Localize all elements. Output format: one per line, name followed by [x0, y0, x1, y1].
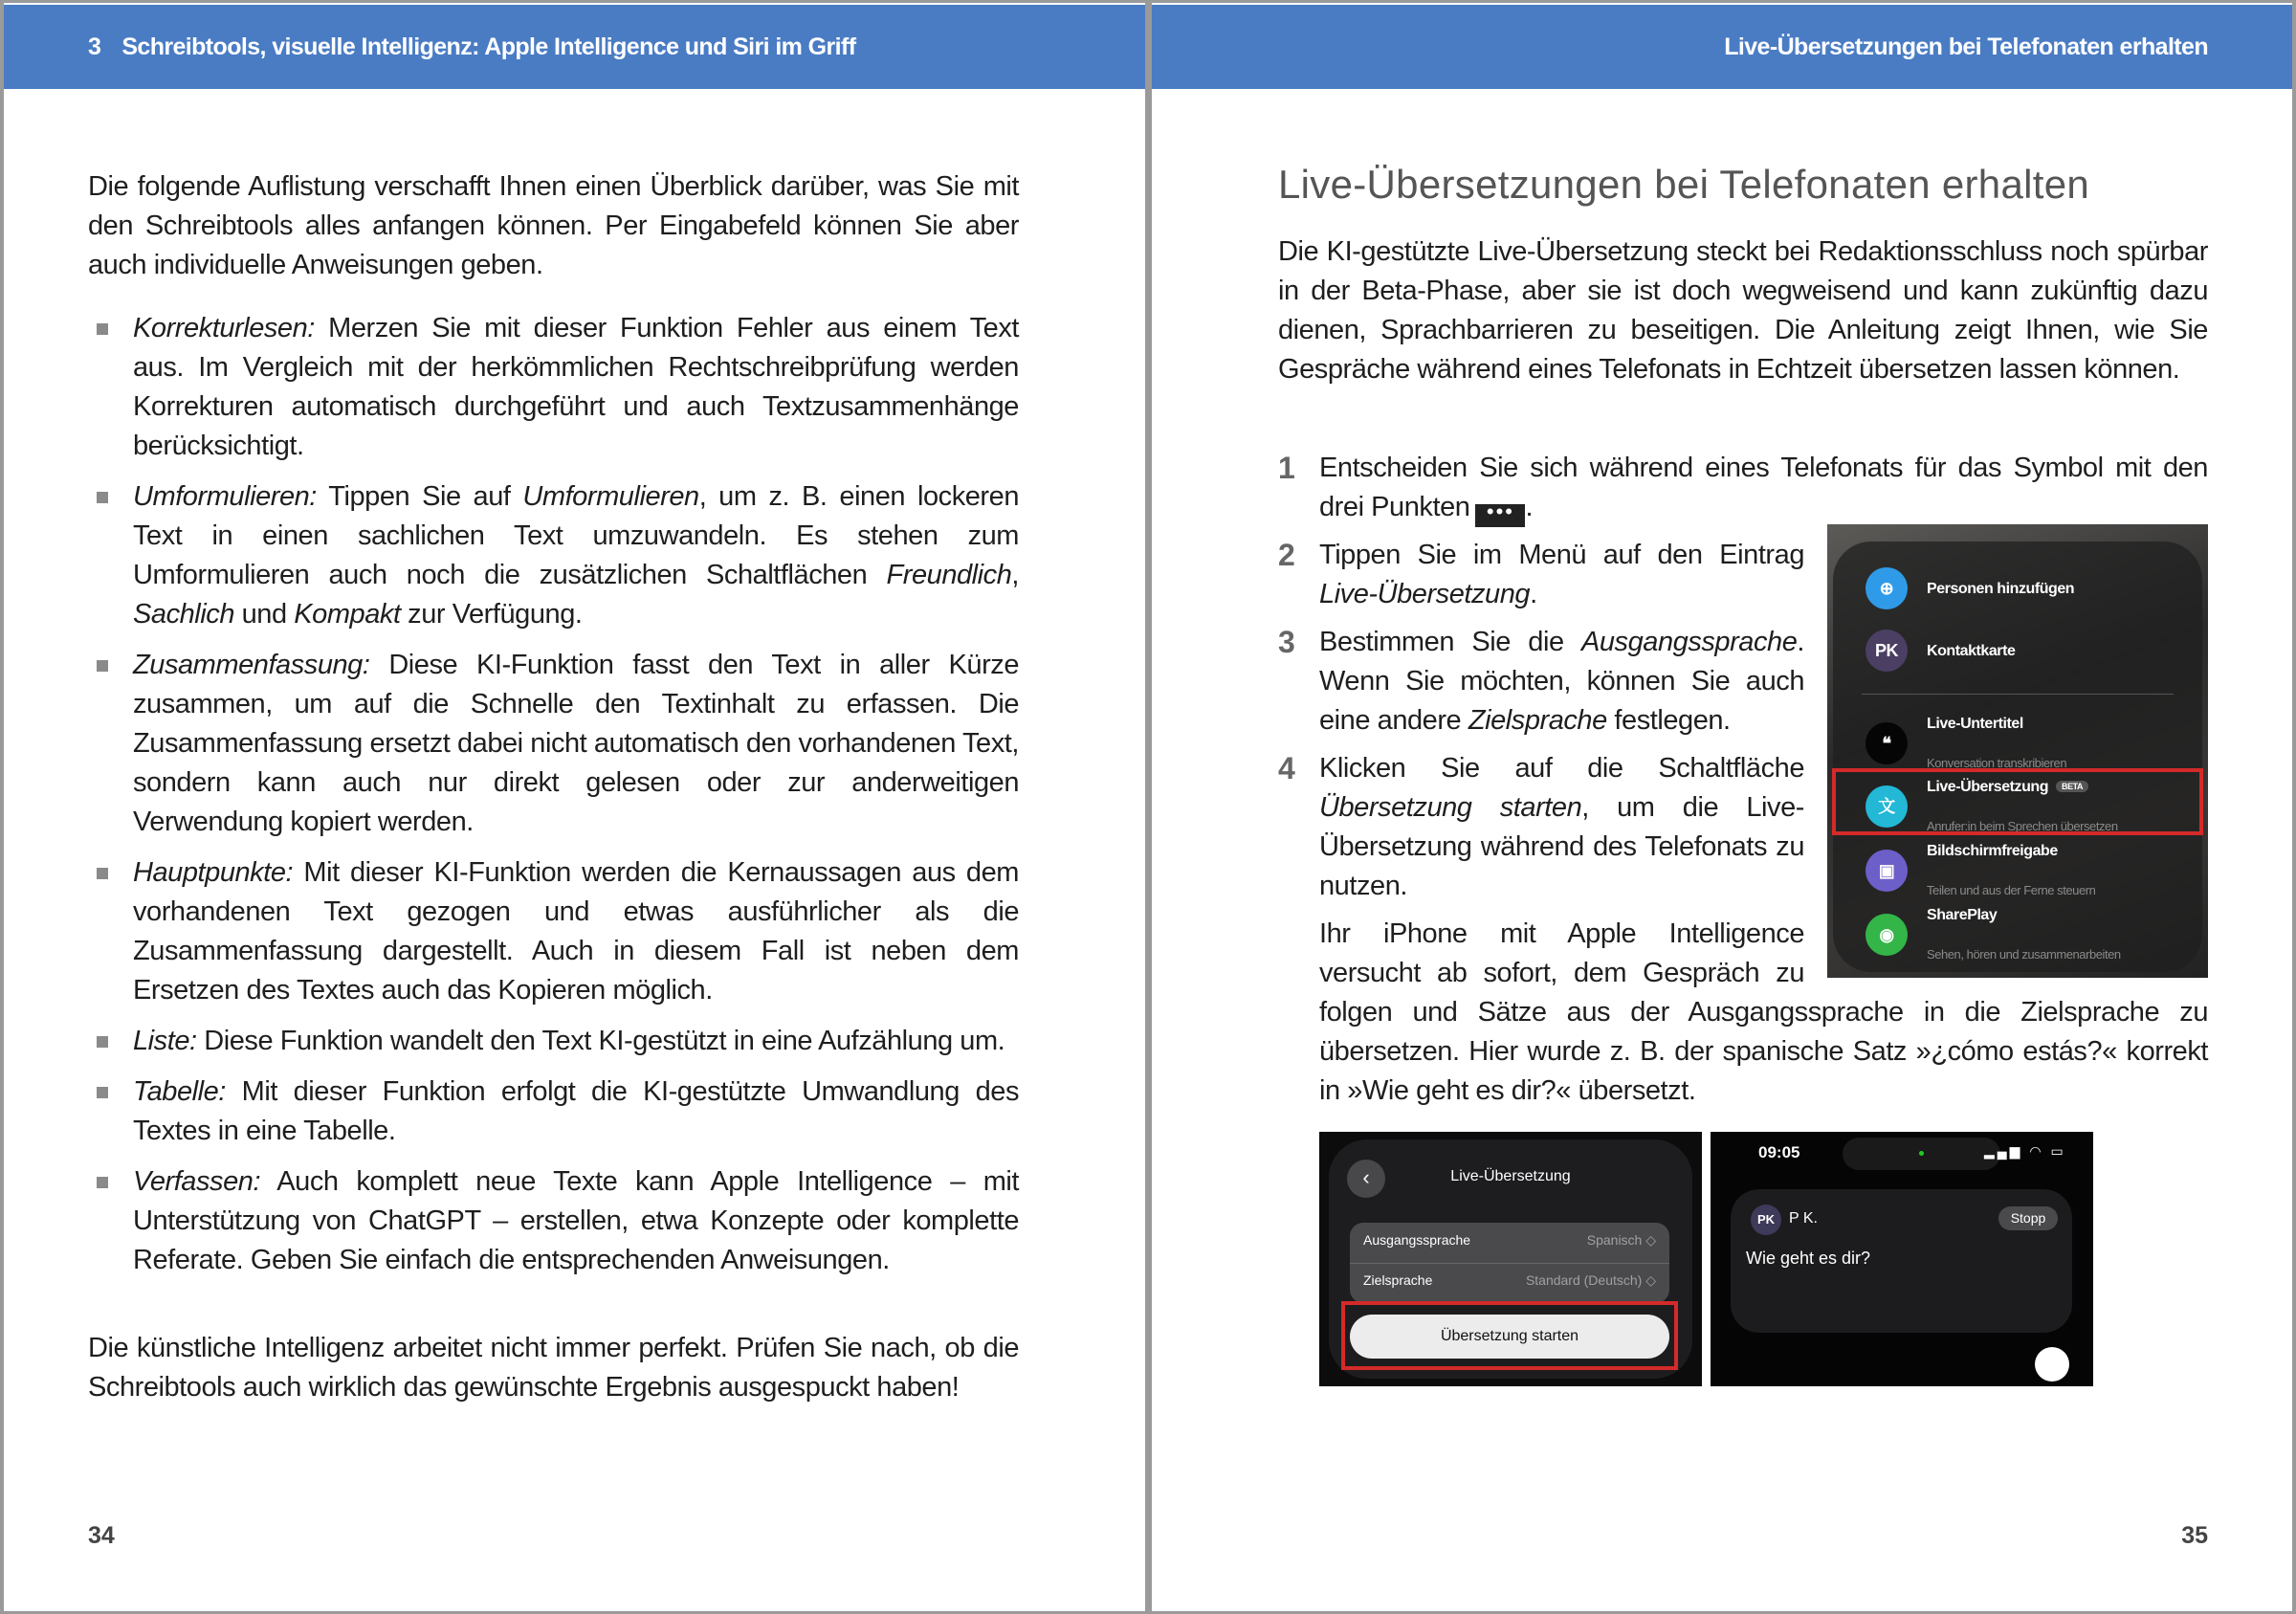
emphasis-text: Sachlich — [133, 599, 235, 630]
emphasis-text: Übersetzung starten — [1319, 792, 1582, 823]
shareplay-icon: ◉ — [1866, 914, 1908, 956]
step-number: 4 — [1278, 751, 1295, 785]
caller-name: P K. — [1789, 1210, 1818, 1227]
text-segment: Auch komplett neue Texte kann Apple Intelligence – mit Unterstützung von ChatGPT – erstellen, etwa Konzepte oder komplette Referate. Geben Sie einfach die entsprechenden Anweisungen. — [133, 1166, 1019, 1275]
step-3 — [1278, 623, 2208, 741]
emphasis-text: Live-Übersetzung — [1319, 579, 1531, 609]
text-segment: und — [234, 599, 295, 630]
emphasis-text: Ausgangssprache — [1580, 627, 1798, 657]
step-number: 2 — [1278, 538, 1295, 572]
emphasis-text: Tabelle: — [133, 1076, 226, 1107]
emphasis-text: Umformulieren — [522, 481, 699, 512]
add-person-icon: ⊕ — [1866, 567, 1908, 609]
menu-item-title: Kontaktkarte — [1927, 642, 2016, 659]
text-segment: , um z. B. einen lockeren Text in einen sachlichen Text umzuwandeln. Es stehen zum Umformulieren auch noch die zusätzlichen Schaltflächen — [133, 481, 1019, 590]
emphasis-text: Hauptpunkte: — [133, 857, 294, 888]
menu-item-title: Personen hinzufügen — [1927, 580, 2075, 597]
text-segment: Klicken Sie auf die Schaltfläche — [1319, 753, 1804, 784]
record-indicator — [2035, 1347, 2069, 1382]
text-segment: festlegen. — [1606, 705, 1731, 736]
list-item — [92, 477, 1019, 634]
clock: 09:05 — [1758, 1143, 1800, 1161]
text-segment: Bestimmen Sie die — [1319, 627, 1581, 657]
text-segment: zur Verfügung. — [400, 599, 583, 630]
running-header — [1152, 5, 2292, 89]
section-heading: Live-Übersetzungen bei Telefonaten erhalten — [1278, 162, 2090, 207]
highlight-box — [1341, 1301, 1678, 1370]
dynamic-island — [1843, 1138, 2000, 1170]
chapter-number: 3 — [88, 33, 101, 60]
left-page — [4, 3, 1145, 1611]
step-1 — [1278, 449, 2208, 527]
list-item — [92, 1162, 1019, 1280]
menu-item-title: Live-Untertitel — [1927, 716, 2023, 732]
text-segment: Entscheiden Sie sich während eines Telefonats für das Symbol mit den drei Punkten — [1319, 453, 2208, 522]
page-number: 35 — [2181, 1522, 2208, 1549]
running-header — [4, 5, 1145, 89]
text-segment: Tippen Sie im Menü auf den Eintrag — [1319, 540, 1804, 570]
emphasis-text: Zielsprache — [1468, 705, 1607, 736]
stop-button: Stopp — [1998, 1206, 2058, 1230]
result-paragraph: Ihr iPhone mit Apple Intelligence versucht ab sofort, dem Gespräch zu folgen und Sätze aus der Ausgangssprache in die Zielsprache zu übersetzen. Hier wurde z. B. der spanische Satz »¿cómo estás?« korrekt in »Wie geht es dir?« übersetzt. — [1319, 918, 2208, 1106]
setting-value: Spanisch ◇ — [1586, 1232, 1656, 1248]
back-chevron-icon: ‹ — [1347, 1160, 1385, 1198]
emphasis-text: Umformulieren: — [133, 481, 317, 512]
setting-label: Zielsprache — [1363, 1272, 1433, 1288]
menu-item-subtitle: Sehen, hören und zusammenarbeiten — [1927, 947, 2121, 962]
settings-screenshot — [1319, 1132, 1702, 1386]
menu-item-title: SharePlay — [1927, 907, 1998, 923]
avatar: PK — [1751, 1205, 1781, 1235]
right-page — [1152, 3, 2292, 1611]
setting-label: Ausgangssprache — [1363, 1232, 1471, 1248]
more-dots-icon: ••• — [1475, 504, 1525, 527]
emphasis-text: Kompakt — [294, 599, 401, 630]
intro-paragraph: Die folgende Auflistung verschafft Ihnen einen Überblick darüber, was Sie mit den Schreibtools alles anfangen können. Per Eingabefeld können Sie aber auch individuelle Anweisungen geben. — [88, 171, 1019, 280]
menu-item-subtitle: Teilen und aus der Ferne steuern — [1927, 883, 2096, 897]
text-segment: , um die Live-Übersetzung während des Telefonats zu nutzen. — [1319, 792, 1804, 901]
text-segment: Mit dieser KI-Funktion werden die Kernaussagen aus dem vorhandenen Text gezogen und etwas ausführlicher als die Zusammenfassung dargestellt. Auch in diesem Fall ist neben dem Ersetzen des Textes auch das Kopieren möglich. — [133, 857, 1019, 1006]
step-4 — [1278, 749, 2208, 906]
chapter-title: Schreibtools, visuelle Intelligenz: Apple Intelligence und Siri im Griff — [121, 33, 856, 60]
page-number: 34 — [88, 1522, 115, 1549]
emphasis-text: Liste: — [133, 1026, 197, 1056]
feature-list — [92, 309, 1019, 1292]
text-segment: . — [1530, 579, 1537, 609]
step-number: 3 — [1278, 625, 1295, 659]
list-item — [92, 1022, 1019, 1061]
beta-badge: BETA — [2056, 781, 2088, 792]
menu-item-subtitle: Konversation transkribieren — [1927, 756, 2067, 770]
captions-icon: ❝ — [1866, 722, 1908, 764]
emphasis-text: Zusammenfassung: — [133, 650, 370, 680]
menu-item-title: Bildschirmfreigabe — [1927, 843, 2058, 859]
list-item — [92, 309, 1019, 466]
text-segment: Diese KI-Funktion fasst den Text in aller Kürze zusammen, um auf die Schnelle den Textinhalt zu erfassen. Die Zusammenfassung ersetzt dabei nicht automatisch den vorhandenen Text, sondern kann auch nur direkt gelesen oder zur anderweitigen Verwendung kopiert werden. — [133, 650, 1019, 837]
text-segment: , — [1011, 560, 1019, 590]
list-item — [92, 1072, 1019, 1151]
text-segment: . Wenn Sie möchten, können Sie auch eine andere — [1319, 627, 1804, 736]
contact-avatar: PK — [1866, 630, 1908, 672]
menu-item-subtitle: Anrufer:in beim Sprechen übersetzen — [1927, 819, 2118, 833]
emphasis-text: Verfassen: — [133, 1166, 261, 1197]
menu-item-title: Live-Übersetzung — [1927, 779, 2049, 795]
translate-icon: 文 — [1866, 785, 1908, 828]
translated-text: Wie geht es dir? — [1746, 1249, 1871, 1268]
start-translation-button: Übersetzung starten — [1350, 1315, 1669, 1359]
emphasis-text: Freundlich — [886, 560, 1012, 590]
intro-paragraph: Die KI-gestützte Live-Übersetzung steckt bei Redaktionsschluss noch spürbar in der Beta-Phase, aber sie ist doch wegweisend und kann zukünftig dazu dienen, Sprachbarrieren zu beseitigen. Die Anleitung zeigt Ihnen, wie Sie Gespräche während eines Telefonats in Echtzeit übersetzen lassen können. — [1278, 236, 2208, 385]
text-segment: Tippen Sie auf — [316, 481, 523, 512]
menu-item — [1866, 895, 2121, 974]
text-segment: Mit dieser Funktion erfolgt die KI-gestützte Umwandlung des Textes in eine Tabelle. — [133, 1076, 1019, 1146]
menu-item — [1866, 567, 2074, 609]
step-list — [1278, 449, 2208, 1111]
screen-share-icon: ▣ — [1866, 850, 1908, 892]
list-item — [92, 853, 1019, 1010]
section-title: Live-Übersetzungen bei Telefonaten erhalten — [1724, 33, 2208, 60]
step-number: 1 — [1278, 451, 1295, 485]
emphasis-text: Korrekturlesen: — [133, 313, 315, 343]
status-icons: ▂▄▆ ◠ ▭ — [1984, 1143, 2066, 1159]
text-segment: Merzen Sie mit dieser Funktion Fehler aus einem Text aus. Im Vergleich mit der herkömmlichen Rechtschreibprüfung werden Korrekturen automatisch durchgeführt und auch Textzusammenhänge berücksichtigt. — [133, 313, 1019, 461]
call-screenshot — [1711, 1132, 2093, 1386]
text-segment: . — [1525, 492, 1534, 522]
text-segment: Diese Funktion wandelt den Text KI-gestützt in eine Aufzählung um. — [196, 1026, 1005, 1056]
list-item — [92, 646, 1019, 842]
settings-title: Live-Übersetzung — [1450, 1168, 1571, 1184]
setting-value: Standard (Deutsch) ◇ — [1525, 1272, 1656, 1288]
outro-paragraph: Die künstliche Intelligenz arbeitet nicht immer perfekt. Prüfen Sie nach, ob die Schreibtools auch wirklich das gewünschte Ergebnis ausgespuckt haben! — [88, 1333, 1019, 1403]
